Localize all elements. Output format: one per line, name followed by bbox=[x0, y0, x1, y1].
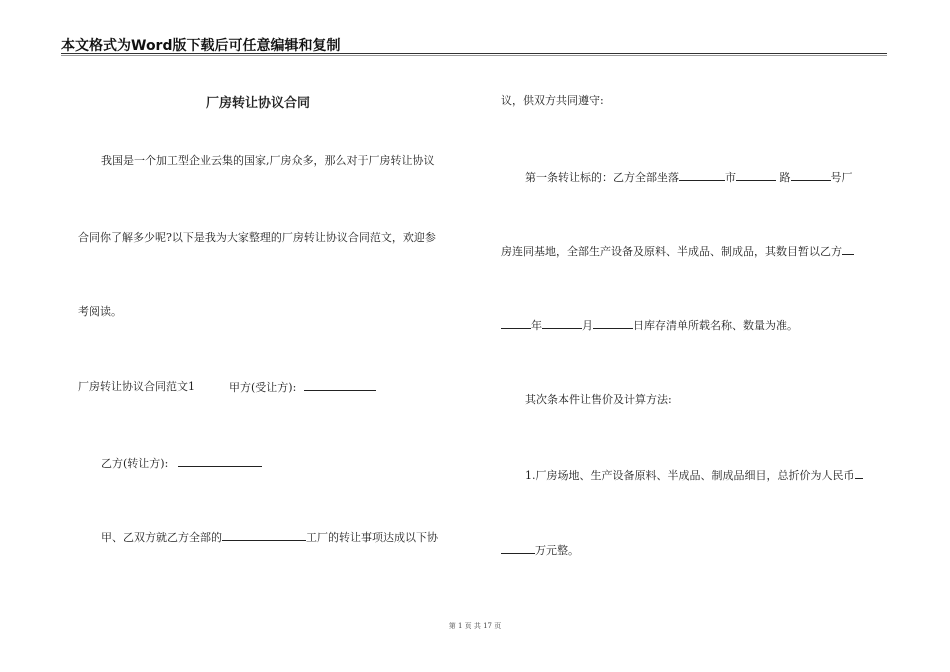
article-2-title: 其次条本件让售价及计算方法: bbox=[525, 393, 672, 406]
month-label: 月 bbox=[582, 319, 593, 332]
continuation-line: 议，供双方共同遵守: bbox=[501, 94, 604, 107]
article-1-text: 第一条转让标的：乙方全部坐落 bbox=[525, 171, 679, 184]
agreement-line bbox=[101, 530, 438, 544]
article-1-line-2 bbox=[501, 244, 854, 258]
party-a-label: 甲方(受让方): bbox=[229, 381, 297, 394]
party-a-line bbox=[229, 380, 376, 394]
article-2-item-1-end bbox=[501, 543, 579, 557]
intro-line-1: 我国是一个加工型企业云集的国家,厂房众多，那么对于厂房转让协议 bbox=[101, 154, 435, 167]
article-2-item-1-text: 1.厂房场地、生产设备原料、半成品、制成品细目，总折价为人民币 bbox=[525, 469, 855, 482]
party-b-date-blank[interactable] bbox=[842, 244, 854, 255]
day-label: 日库存清单所载名称、数量为准。 bbox=[633, 319, 798, 332]
location-blank[interactable] bbox=[679, 170, 725, 181]
article-1-text-2: 房连同基地，全部生产设备及原料、半成品、制成品，其数目暂以乙方 bbox=[501, 245, 842, 258]
intro-line-2: 合同你了解多少呢?以下是我为大家整理的厂房转让协议合同范文，欢迎参 bbox=[78, 231, 436, 244]
article-2-item-1 bbox=[525, 468, 863, 482]
price-unit: 万元整。 bbox=[535, 544, 579, 557]
city-label: 市 bbox=[725, 171, 736, 184]
header-divider-secondary bbox=[61, 55, 887, 56]
price-blank-start[interactable] bbox=[855, 468, 863, 479]
header-divider bbox=[61, 53, 887, 54]
article-1-line-1 bbox=[525, 170, 853, 184]
party-b-label: 乙方(转让方): bbox=[101, 457, 169, 470]
price-blank[interactable] bbox=[501, 543, 535, 554]
day-blank[interactable] bbox=[593, 318, 633, 329]
agreement-text-a: 甲、乙双方就乙方全部的 bbox=[101, 531, 222, 544]
document-title: 厂房转让协议合同 bbox=[206, 96, 311, 111]
header-title: 本文格式为Word版下载后可任意编辑和复制 bbox=[61, 38, 341, 54]
road-label: 路 bbox=[776, 171, 791, 184]
year-label: 年 bbox=[531, 319, 542, 332]
page-footer: 第 1 页 共 17 页 bbox=[448, 622, 502, 630]
sample-label: 厂房转让协议合同范文1 bbox=[78, 380, 195, 393]
factory-blank[interactable] bbox=[222, 530, 306, 541]
number-label: 号厂 bbox=[830, 171, 853, 184]
month-blank[interactable] bbox=[542, 318, 582, 329]
party-b-line bbox=[101, 456, 262, 470]
party-a-blank[interactable] bbox=[304, 380, 376, 391]
party-b-blank[interactable] bbox=[178, 456, 262, 467]
agreement-text-b: 工厂的转让事项达成以下协 bbox=[306, 531, 438, 544]
city-blank[interactable] bbox=[736, 170, 776, 181]
intro-line-3: 考阅读。 bbox=[78, 305, 122, 318]
article-1-line-3 bbox=[501, 318, 798, 332]
road-blank[interactable] bbox=[791, 170, 831, 181]
year-blank[interactable] bbox=[501, 318, 531, 329]
